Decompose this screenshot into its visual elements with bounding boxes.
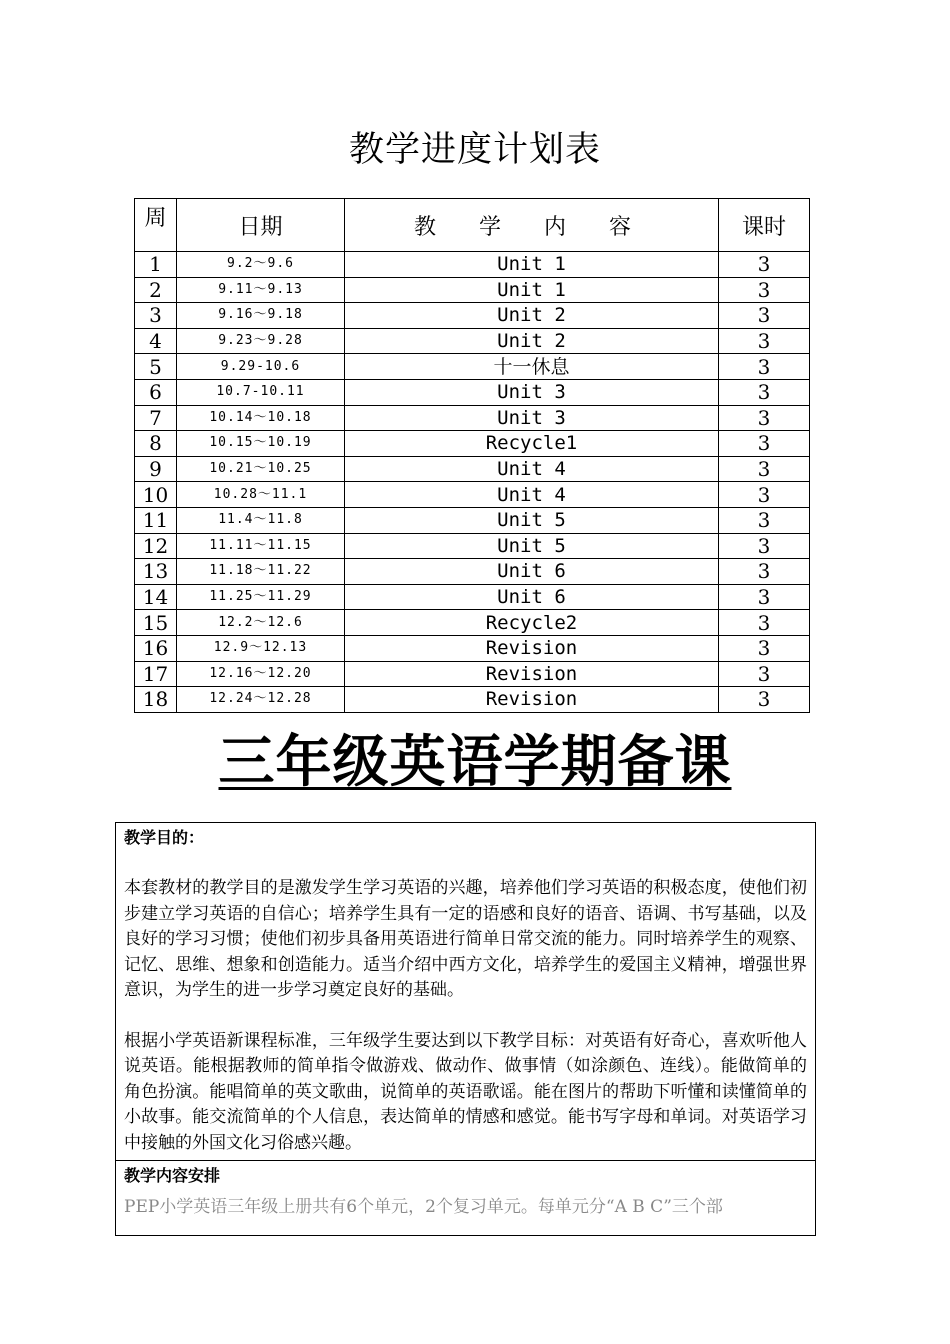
week-cell: 7 xyxy=(135,405,177,431)
content-cell: Revision xyxy=(345,661,719,687)
table-row xyxy=(135,635,810,661)
goals-paragraph-1: 本套教材的教学目的是激发学生学习英语的兴趣，培养他们学习英语的积极态度，使他们初步建立学习英语的自信心；培养学生具有一定的语感和良好的语音、语调、书写基础，以及良好的学习习惯；使他们初步具备用英语进行简单日常交流的能力。同时培养学生的观察、记忆、思维、想象和创造能力。适当介绍中西方文化，培养学生的爱国主义精神，增强世界意识，为学生的进一步学习奠定良好的基础。 xyxy=(124,878,807,1000)
week-cell: 8 xyxy=(135,431,177,457)
content-cell: Unit 3 xyxy=(345,379,719,405)
week-cell: 1 xyxy=(135,252,177,278)
week-cell: 13 xyxy=(135,559,177,585)
date-cell: 11.4～11.8 xyxy=(177,507,345,533)
content-cell: Unit 2 xyxy=(345,303,719,329)
week-cell: 18 xyxy=(135,687,177,713)
table-header-row xyxy=(135,199,810,252)
week-cell: 10 xyxy=(135,482,177,508)
table-row xyxy=(135,456,810,482)
semester-plan-heading xyxy=(0,718,950,798)
header-content: 教 学 内 容 xyxy=(345,199,719,252)
content-cell: Recycle1 xyxy=(345,431,719,457)
table-row xyxy=(135,328,810,354)
date-cell: 9.16～9.18 xyxy=(177,303,345,329)
content-cell: Revision xyxy=(345,635,719,661)
week-cell: 16 xyxy=(135,635,177,661)
content-cell: Recycle2 xyxy=(345,610,719,636)
semester-plan-heading-text: 三年级英语学期备课 xyxy=(218,730,732,795)
content-cell: 十一休息 xyxy=(345,354,719,380)
date-cell: 10.28～11.1 xyxy=(177,482,345,508)
date-cell: 9.23～9.28 xyxy=(177,328,345,354)
lesson-prep-table xyxy=(115,822,816,1236)
schedule-table xyxy=(134,198,810,713)
goals-row xyxy=(116,823,816,1161)
table-row xyxy=(135,584,810,610)
week-cell: 3 xyxy=(135,303,177,329)
week-cell: 6 xyxy=(135,379,177,405)
content-cell: Unit 3 xyxy=(345,405,719,431)
header-hours: 课时 xyxy=(719,199,810,252)
hours-cell: 3 xyxy=(719,277,810,303)
goals-cell xyxy=(116,823,816,1161)
week-cell: 5 xyxy=(135,354,177,380)
date-cell: 10.15～10.19 xyxy=(177,431,345,457)
arrangement-text: PEP小学英语三年级上册共有6个单元，2个复习单元。每单元分“A B C”三个部 xyxy=(124,1197,723,1217)
content-cell: Unit 1 xyxy=(345,277,719,303)
table-row xyxy=(135,661,810,687)
hours-cell: 3 xyxy=(719,379,810,405)
week-cell: 17 xyxy=(135,661,177,687)
hours-cell: 3 xyxy=(719,405,810,431)
table-row xyxy=(135,559,810,585)
date-cell: 11.11～11.15 xyxy=(177,533,345,559)
hours-cell: 3 xyxy=(719,610,810,636)
date-cell: 10.7-10.11 xyxy=(177,379,345,405)
content-cell: Unit 2 xyxy=(345,328,719,354)
week-cell: 2 xyxy=(135,277,177,303)
date-cell: 10.21～10.25 xyxy=(177,456,345,482)
arrangement-cell xyxy=(116,1161,816,1236)
content-cell: Revision xyxy=(345,687,719,713)
hours-cell: 3 xyxy=(719,559,810,585)
date-cell: 12.24～12.28 xyxy=(177,687,345,713)
content-cell: Unit 6 xyxy=(345,584,719,610)
table-row xyxy=(135,533,810,559)
content-cell: Unit 5 xyxy=(345,533,719,559)
week-cell: 4 xyxy=(135,328,177,354)
date-cell: 12.16～12.20 xyxy=(177,661,345,687)
header-date: 日期 xyxy=(177,199,345,252)
week-cell: 14 xyxy=(135,584,177,610)
date-cell: 12.9～12.13 xyxy=(177,635,345,661)
table-row xyxy=(135,610,810,636)
date-cell: 10.14～10.18 xyxy=(177,405,345,431)
hours-cell: 3 xyxy=(719,635,810,661)
hours-cell: 3 xyxy=(719,507,810,533)
hours-cell: 3 xyxy=(719,584,810,610)
date-cell: 9.11～9.13 xyxy=(177,277,345,303)
table-row xyxy=(135,379,810,405)
table-row xyxy=(135,482,810,508)
date-cell: 9.29-10.6 xyxy=(177,354,345,380)
hours-cell: 3 xyxy=(719,482,810,508)
week-cell: 11 xyxy=(135,507,177,533)
week-cell: 12 xyxy=(135,533,177,559)
table-row xyxy=(135,277,810,303)
table-row xyxy=(135,252,810,278)
hours-cell: 3 xyxy=(719,456,810,482)
table-row xyxy=(135,507,810,533)
content-cell: Unit 4 xyxy=(345,482,719,508)
arrangement-row xyxy=(116,1161,816,1236)
header-week: 周 xyxy=(135,199,177,252)
hours-cell: 3 xyxy=(719,354,810,380)
goals-label: 教学目的： xyxy=(124,828,205,847)
hours-cell: 3 xyxy=(719,661,810,687)
content-cell: Unit 5 xyxy=(345,507,719,533)
date-cell: 11.18～11.22 xyxy=(177,559,345,585)
hours-cell: 3 xyxy=(719,687,810,713)
content-cell: Unit 4 xyxy=(345,456,719,482)
hours-cell: 3 xyxy=(719,431,810,457)
table-row xyxy=(135,405,810,431)
content-cell: Unit 1 xyxy=(345,252,719,278)
week-cell: 9 xyxy=(135,456,177,482)
page-title: 教学进度计划表 xyxy=(348,130,601,170)
hours-cell: 3 xyxy=(719,328,810,354)
hours-cell: 3 xyxy=(719,533,810,559)
hours-cell: 3 xyxy=(719,252,810,278)
table-row xyxy=(135,431,810,457)
table-row xyxy=(135,687,810,713)
hours-cell: 3 xyxy=(719,303,810,329)
date-cell: 12.2～12.6 xyxy=(177,610,345,636)
goals-paragraph-2: 根据小学英语新课程标准，三年级学生要达到以下教学目标：对英语有好奇心，喜欢听他人说英语。能根据教师的简单指令做游戏、做动作、做事情（如涂颜色、连线）。能做简单的角色扮演。能唱简单的英文歌曲，说简单的英语歌谣。能在图片的帮助下听懂和读懂简单的小故事。能交流简单的个人信息，表达简单的情感和感觉。能书写字母和单词。对英语学习中接触的外国文化习俗感兴趣。 xyxy=(124,1030,807,1153)
table-row xyxy=(135,354,810,380)
table-row xyxy=(135,303,810,329)
date-cell: 9.2～9.6 xyxy=(177,252,345,278)
date-cell: 11.25～11.29 xyxy=(177,584,345,610)
week-cell: 15 xyxy=(135,610,177,636)
arrangement-label: 教学内容安排 xyxy=(124,1166,221,1185)
content-cell: Unit 6 xyxy=(345,559,719,585)
